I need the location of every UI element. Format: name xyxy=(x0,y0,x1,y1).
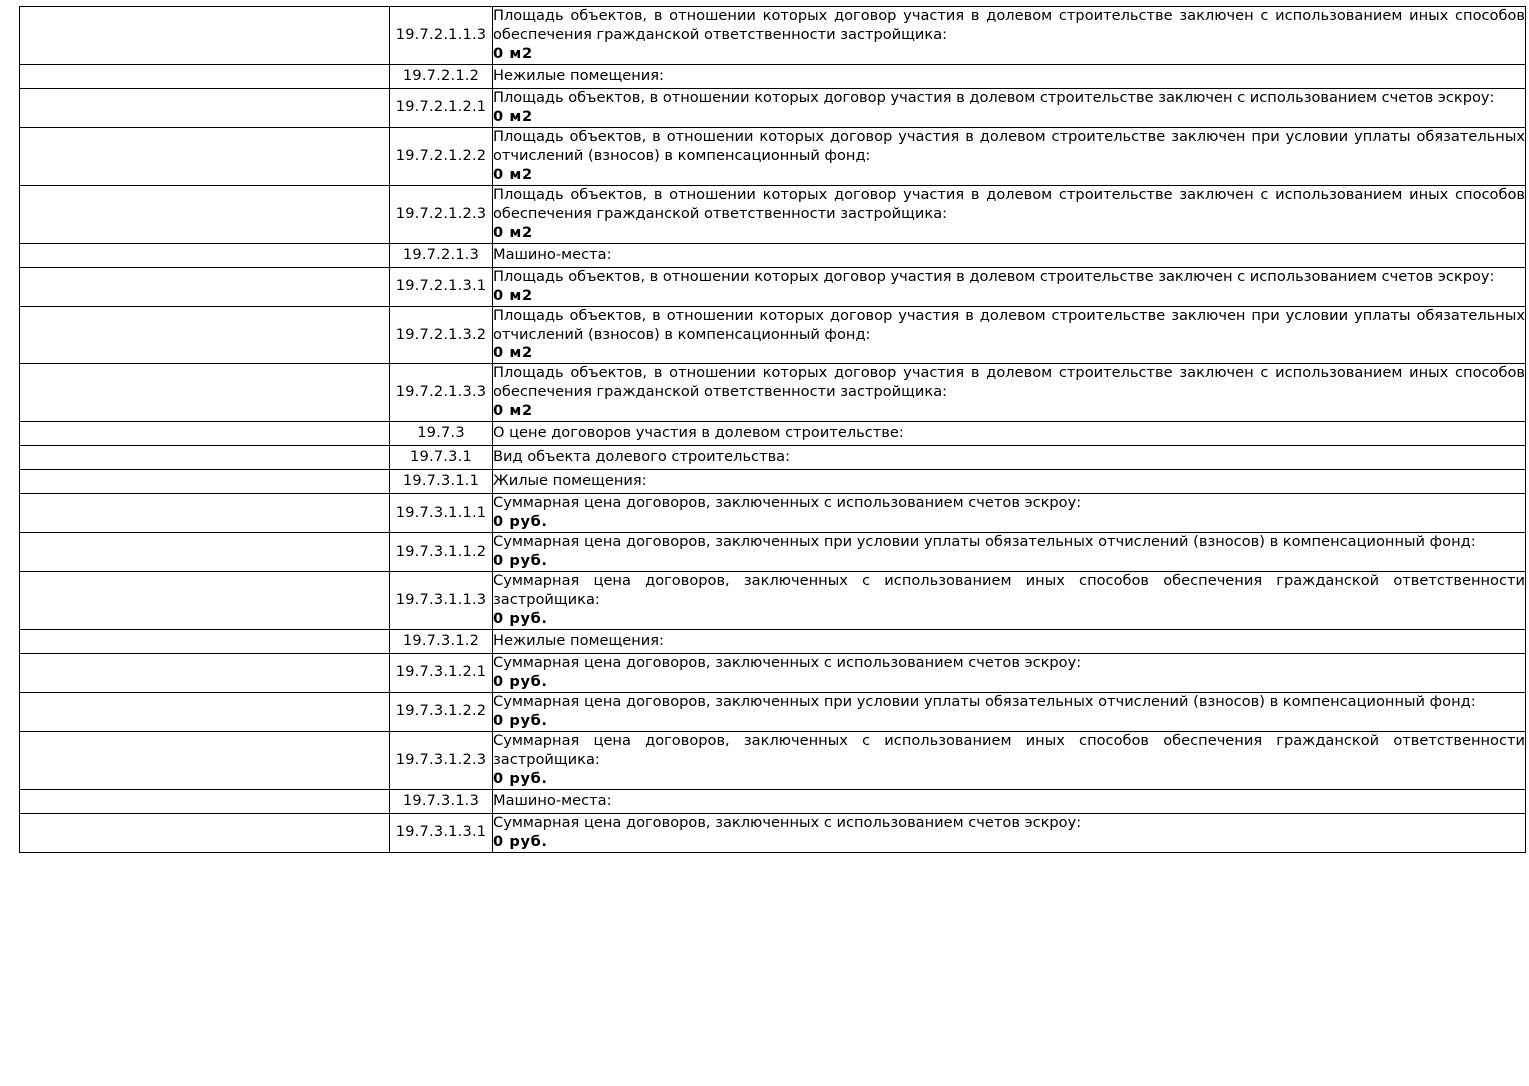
row-content-cell xyxy=(493,813,1526,852)
row-description: Суммарная цена договоров, заключенных с использованием иных способов обеспечения гражданской ответственности застройщика: xyxy=(493,572,1525,609)
row-label-cell xyxy=(20,692,390,731)
row-code-cell: 19.7.2.1.3.2 xyxy=(390,306,493,364)
row-label-cell xyxy=(20,533,390,572)
row-description: Суммарная цена договоров, заключенных с использованием счетов эскроу: xyxy=(493,494,1082,512)
row-value: 0 м2 xyxy=(493,286,533,304)
row-code-cell: 19.7.3.1.2.3 xyxy=(390,731,493,789)
row-content-cell xyxy=(493,789,1526,813)
row-content-cell xyxy=(493,64,1526,88)
row-code-cell: 19.7.3.1.1.2 xyxy=(390,533,493,572)
row-description: Машино-места: xyxy=(493,791,612,809)
table-body xyxy=(20,7,1526,853)
row-label-cell xyxy=(20,446,390,470)
row-content-cell xyxy=(493,267,1526,306)
table-row xyxy=(20,64,1526,88)
table-row xyxy=(20,243,1526,267)
row-content-cell xyxy=(493,185,1526,243)
row-label-cell xyxy=(20,813,390,852)
table-row xyxy=(20,422,1526,446)
row-label-cell xyxy=(20,731,390,789)
row-label-cell xyxy=(20,422,390,446)
row-code-cell: 19.7.3.1.2.1 xyxy=(390,654,493,693)
row-value: 0 м2 xyxy=(493,107,533,125)
row-value: 0 руб. xyxy=(493,513,548,531)
row-description: Площадь объектов, в отношении которых договор участия в долевом строительстве заключен с использованием иных способов обеспечения гражданской ответственности застройщика: xyxy=(493,7,1525,43)
row-value: 0 м2 xyxy=(493,402,533,420)
table-row xyxy=(20,692,1526,731)
row-description: Вид объекта долевого строительства: xyxy=(493,448,791,466)
table-row xyxy=(20,731,1526,789)
row-content-cell xyxy=(493,364,1526,422)
row-content-cell xyxy=(493,470,1526,494)
row-code-cell: 19.7.3.1.2.2 xyxy=(390,692,493,731)
row-content-cell xyxy=(493,127,1526,185)
row-label-cell xyxy=(20,572,390,630)
row-content-cell xyxy=(493,243,1526,267)
row-content-cell xyxy=(493,572,1526,630)
table-row xyxy=(20,267,1526,306)
row-label-cell xyxy=(20,654,390,693)
table-row xyxy=(20,533,1526,572)
row-content-cell xyxy=(493,306,1526,364)
document-page xyxy=(0,6,1529,1086)
table-row xyxy=(20,654,1526,693)
table-row xyxy=(20,185,1526,243)
row-label-cell xyxy=(20,789,390,813)
row-content-cell xyxy=(493,422,1526,446)
row-code-cell: 19.7.3 xyxy=(390,422,493,446)
row-label-cell xyxy=(20,267,390,306)
row-description: Площадь объектов, в отношении которых договор участия в долевом строительстве заключен с использованием иных способов обеспечения гражданской ответственности застройщика: xyxy=(493,364,1525,401)
table-row xyxy=(20,306,1526,364)
row-code-cell: 19.7.2.1.2 xyxy=(390,64,493,88)
row-content-cell xyxy=(493,654,1526,693)
row-value: 0 руб. xyxy=(493,610,548,628)
row-code-cell: 19.7.3.1.2 xyxy=(390,630,493,654)
row-label-cell xyxy=(20,630,390,654)
row-value: 0 руб. xyxy=(493,832,548,850)
row-code-cell: 19.7.3.1.1.1 xyxy=(390,494,493,533)
row-description: Площадь объектов, в отношении которых договор участия в долевом строительстве заключен с использованием иных способов обеспечения гражданской ответственности застройщика: xyxy=(493,185,1525,222)
row-code-cell: 19.7.3.1 xyxy=(390,446,493,470)
row-value: 0 руб. xyxy=(493,672,548,690)
row-code-cell: 19.7.3.1.1 xyxy=(390,470,493,494)
table-row xyxy=(20,470,1526,494)
table-row xyxy=(20,446,1526,470)
row-description: Нежилые помещения: xyxy=(493,632,664,650)
row-code-cell: 19.7.2.1.3.1 xyxy=(390,267,493,306)
row-description: Суммарная цена договоров, заключенных с использованием счетов эскроу: xyxy=(493,813,1082,831)
declaration-table xyxy=(19,6,1526,853)
row-code-cell: 19.7.3.1.3.1 xyxy=(390,813,493,852)
row-label-cell xyxy=(20,185,390,243)
table-row xyxy=(20,789,1526,813)
row-value: 0 руб. xyxy=(493,552,548,570)
row-value: 0 м2 xyxy=(493,44,533,62)
row-description: Площадь объектов, в отношении которых договор участия в долевом строительстве заключен с использованием счетов эскроу: xyxy=(493,267,1495,285)
row-code-cell: 19.7.2.1.3 xyxy=(390,243,493,267)
row-label-cell xyxy=(20,306,390,364)
table-row xyxy=(20,813,1526,852)
table-row xyxy=(20,7,1526,65)
row-content-cell xyxy=(493,494,1526,533)
row-code-cell: 19.7.3.1.1.3 xyxy=(390,572,493,630)
row-description: Нежилые помещения: xyxy=(493,66,664,84)
row-value: 0 м2 xyxy=(493,223,533,241)
row-content-cell xyxy=(493,731,1526,789)
row-content-cell xyxy=(493,88,1526,127)
row-label-cell xyxy=(20,470,390,494)
row-label-cell xyxy=(20,7,390,65)
row-label-cell xyxy=(20,494,390,533)
table-row xyxy=(20,364,1526,422)
row-content-cell xyxy=(493,533,1526,572)
table-row xyxy=(20,88,1526,127)
row-description: Площадь объектов, в отношении которых договор участия в долевом строительстве заключен с использованием счетов эскроу: xyxy=(493,88,1495,106)
row-label-cell xyxy=(20,127,390,185)
table-row xyxy=(20,572,1526,630)
row-value: 0 руб. xyxy=(493,711,548,729)
row-value: 0 м2 xyxy=(493,165,533,183)
row-description: Суммарная цена договоров, заключенных при условии уплаты обязательных отчислений (взносов) в компенсационный фонд: xyxy=(493,692,1476,710)
row-description: Жилые помещения: xyxy=(493,472,647,490)
row-content-cell xyxy=(493,7,1526,65)
row-description: Площадь объектов, в отношении которых договор участия в долевом строительстве заключен при условии уплаты обязательных отчислений (взносов) в компенсационный фонд: xyxy=(493,127,1525,164)
row-description: Суммарная цена договоров, заключенных с использованием счетов эскроу: xyxy=(493,654,1082,671)
table-row xyxy=(20,494,1526,533)
row-content-cell xyxy=(493,446,1526,470)
row-code-cell: 19.7.3.1.3 xyxy=(390,789,493,813)
row-value: 0 м2 xyxy=(493,344,533,362)
row-code-cell: 19.7.2.1.2.2 xyxy=(390,127,493,185)
table-row xyxy=(20,630,1526,654)
row-description: Суммарная цена договоров, заключенных при условии уплаты обязательных отчислений (взносов) в компенсационный фонд: xyxy=(493,533,1476,551)
row-code-cell: 19.7.2.1.1.3 xyxy=(390,7,493,65)
row-code-cell: 19.7.2.1.2.3 xyxy=(390,185,493,243)
row-label-cell xyxy=(20,64,390,88)
row-content-cell xyxy=(493,692,1526,731)
row-description: О цене договоров участия в долевом строительстве: xyxy=(493,424,904,442)
row-label-cell xyxy=(20,364,390,422)
row-label-cell xyxy=(20,243,390,267)
row-label-cell xyxy=(20,88,390,127)
row-code-cell: 19.7.2.1.3.3 xyxy=(390,364,493,422)
row-value: 0 руб. xyxy=(493,769,548,787)
row-code-cell: 19.7.2.1.2.1 xyxy=(390,88,493,127)
table-row xyxy=(20,127,1526,185)
row-content-cell xyxy=(493,630,1526,654)
row-description: Машино-места: xyxy=(493,245,612,263)
row-description: Суммарная цена договоров, заключенных с использованием иных способов обеспечения гражданской ответственности застройщика: xyxy=(493,731,1525,768)
row-description: Площадь объектов, в отношении которых договор участия в долевом строительстве заключен при условии уплаты обязательных отчислений (взносов) в компенсационный фонд: xyxy=(493,306,1525,343)
